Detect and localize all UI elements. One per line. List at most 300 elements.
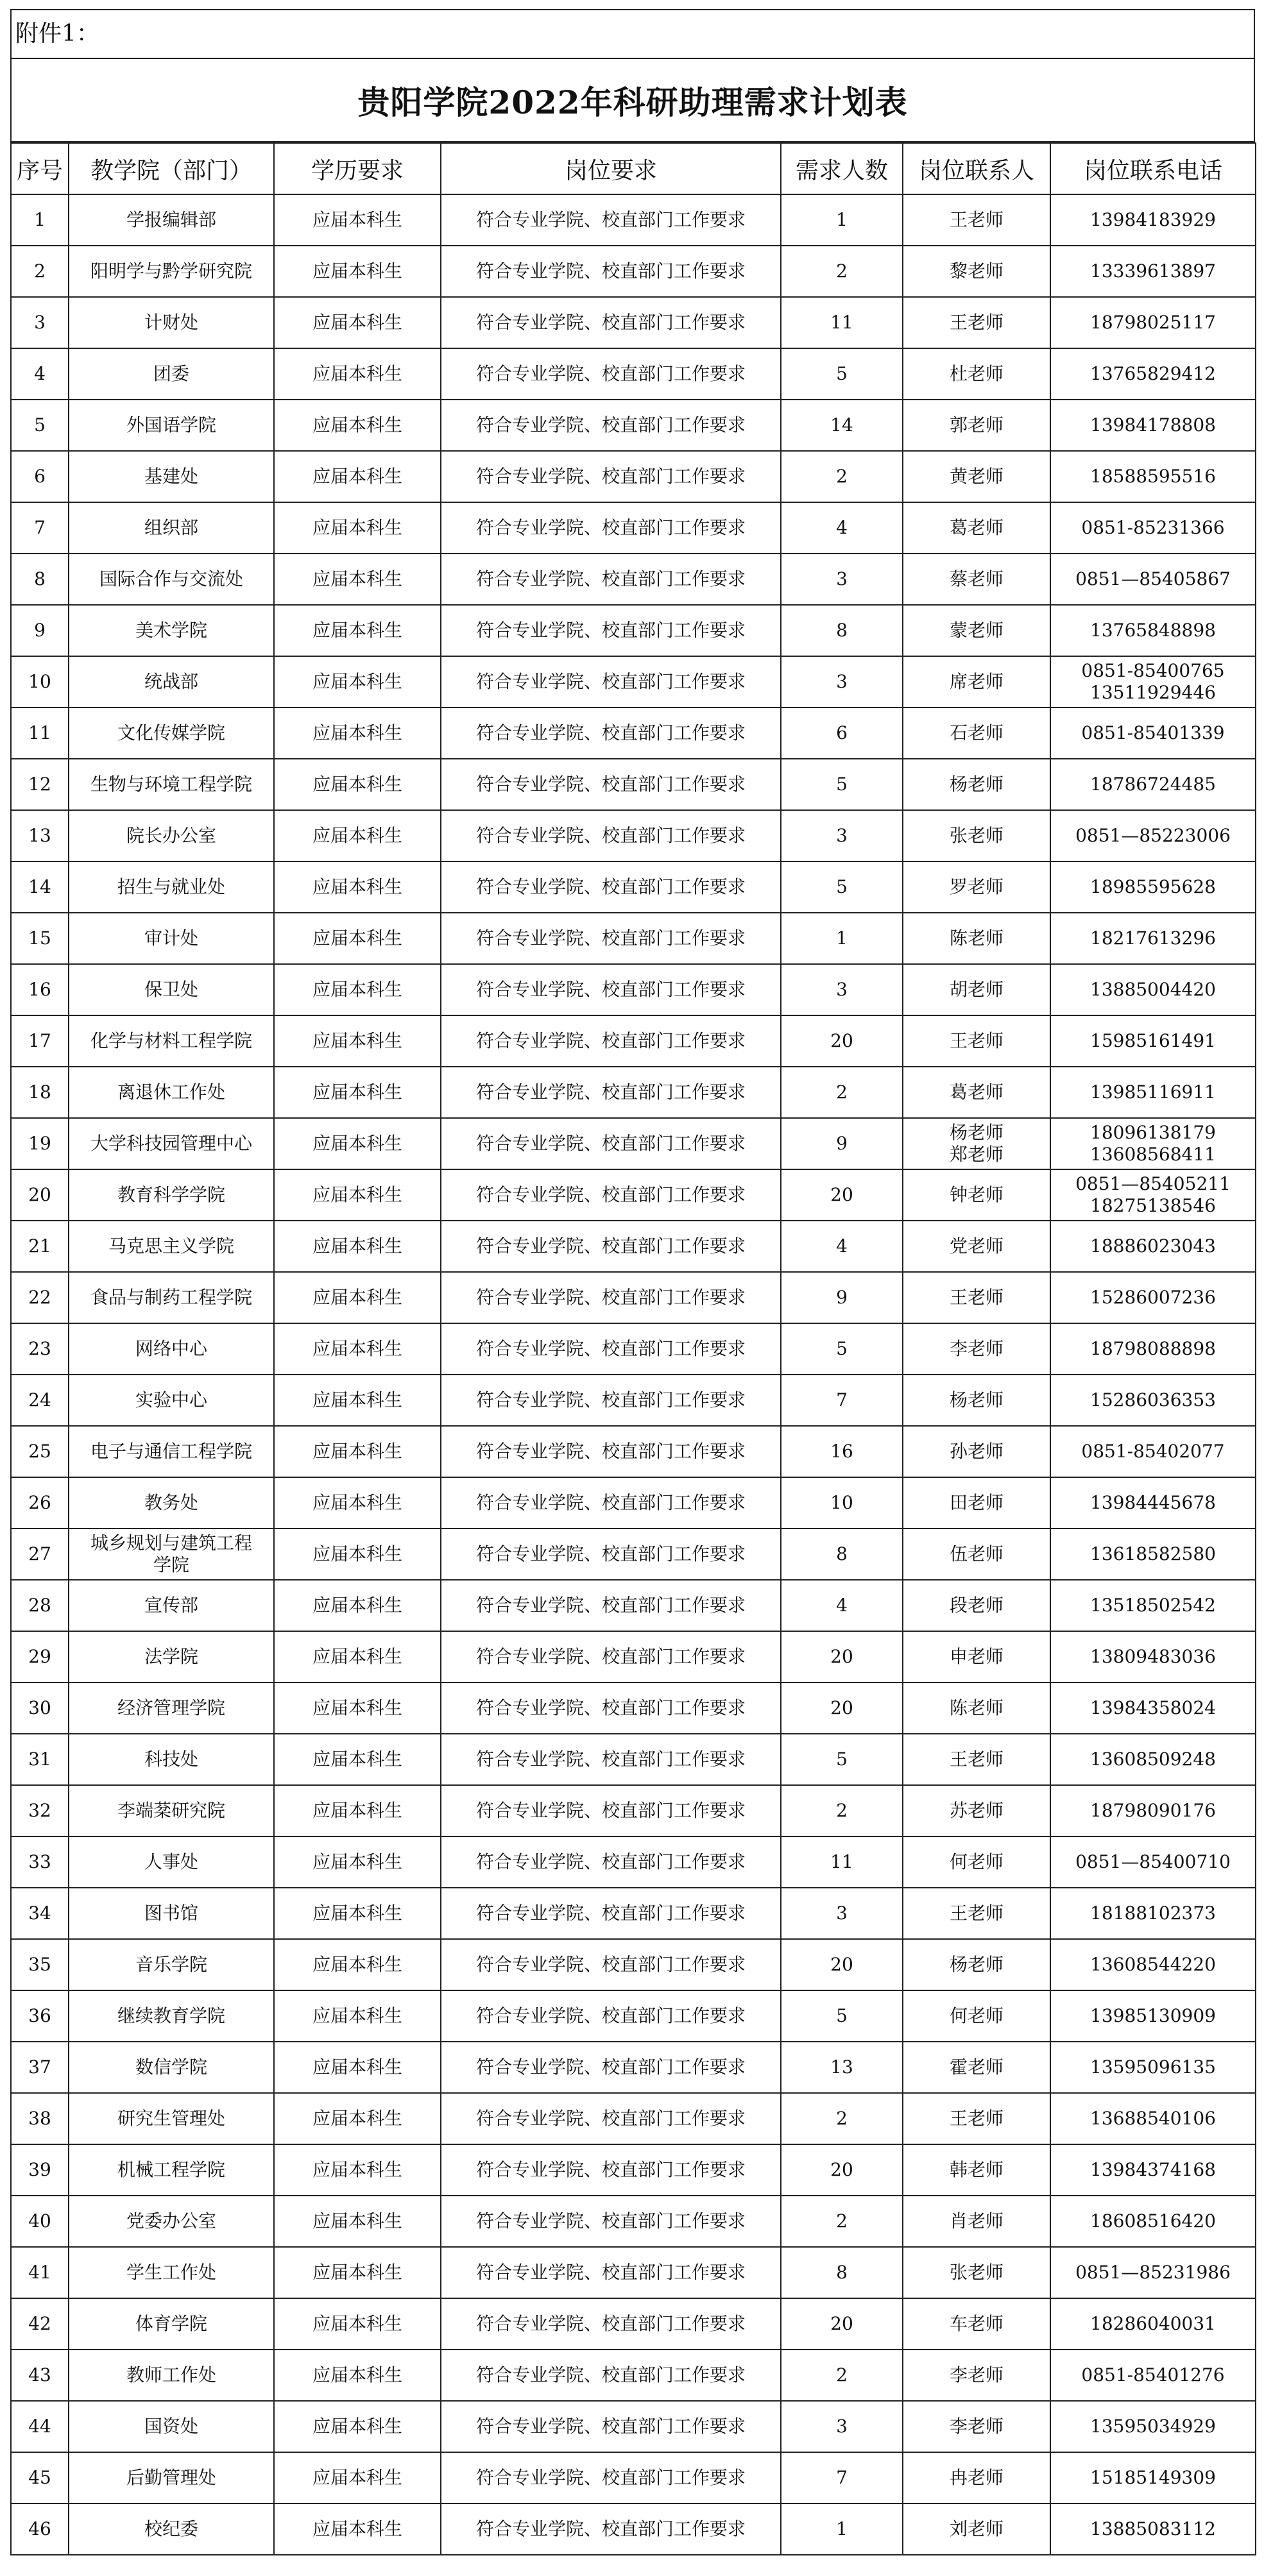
dept-cell: 院长办公室 — [69, 810, 274, 861]
row-number: 7 — [11, 502, 69, 554]
row-number: 41 — [11, 2247, 69, 2298]
header-dept: 教学院（部门） — [69, 143, 274, 194]
education-cell: 应届本科生 — [274, 246, 441, 297]
table-row — [11, 964, 1256, 1015]
table-row — [11, 1682, 1256, 1734]
table-row — [11, 348, 1256, 400]
phone-cell: 13809483036 — [1050, 1631, 1256, 1682]
phone-cell: 15286007236 — [1050, 1272, 1256, 1323]
contact-cell: 黎老师 — [903, 246, 1050, 297]
count-cell: 3 — [781, 964, 903, 1015]
education-cell: 应届本科生 — [274, 810, 441, 861]
contact-cell: 王老师 — [903, 1272, 1050, 1323]
contact-cell: 李老师 — [903, 2350, 1050, 2401]
requirement-cell: 符合专业学院、校直部门工作要求 — [441, 1529, 781, 1580]
contact-cell: 杜老师 — [903, 348, 1050, 400]
row-number: 5 — [11, 400, 69, 451]
education-cell: 应届本科生 — [274, 1939, 441, 1990]
table-row — [11, 759, 1256, 810]
dept-cell: 教育科学学院 — [69, 1169, 274, 1221]
row-number: 35 — [11, 1939, 69, 1990]
row-number: 42 — [11, 2298, 69, 2350]
education-cell: 应届本科生 — [274, 1426, 441, 1477]
row-number: 22 — [11, 1272, 69, 1323]
phone-cell: 0851-85231366 — [1050, 502, 1256, 554]
table-row — [11, 1067, 1256, 1118]
education-cell: 应届本科生 — [274, 2401, 441, 2452]
contact-cell: 孙老师 — [903, 1426, 1050, 1477]
contact-cell: 王老师 — [903, 1015, 1050, 1067]
phone-cell-line-1: 0851—85405211 — [1075, 1173, 1231, 1194]
phone-cell-line-2: 13608568411 — [1090, 1144, 1216, 1165]
row-number: 6 — [11, 451, 69, 502]
education-cell: 应届本科生 — [274, 1221, 441, 1272]
education-cell: 应届本科生 — [274, 2247, 441, 2298]
contact-cell-line-2: 郑老师 — [949, 1144, 1004, 1165]
education-cell: 应届本科生 — [274, 1015, 441, 1067]
row-number: 43 — [11, 2350, 69, 2401]
row-number: 10 — [11, 656, 69, 708]
table-row — [11, 656, 1256, 708]
count-cell: 5 — [781, 348, 903, 400]
phone-cell: 13885004420 — [1050, 964, 1256, 1015]
table-row — [11, 1221, 1256, 1272]
phone-cell: 18786724485 — [1050, 759, 1256, 810]
contact-cell: 石老师 — [903, 708, 1050, 759]
requirement-cell: 符合专业学院、校直部门工作要求 — [441, 2401, 781, 2452]
count-cell: 5 — [781, 861, 903, 913]
header-contact: 岗位联系人 — [903, 143, 1050, 194]
count-cell: 7 — [781, 2452, 903, 2504]
count-cell: 3 — [781, 2401, 903, 2452]
education-cell: 应届本科生 — [274, 605, 441, 656]
phone-cell: 18286040031 — [1050, 2298, 1256, 2350]
dept-cell: 网络中心 — [69, 1323, 274, 1375]
contact-cell: 王老师 — [903, 297, 1050, 348]
contact-cell: 肖老师 — [903, 2196, 1050, 2247]
phone-cell: 13595096135 — [1050, 2042, 1256, 2093]
dept-cell: 宣传部 — [69, 1580, 274, 1631]
phone-cell: 18798088898 — [1050, 1323, 1256, 1375]
contact-cell: 韩老师 — [903, 2144, 1050, 2196]
phone-cell: 0851—85223006 — [1050, 810, 1256, 861]
education-cell: 应届本科生 — [274, 759, 441, 810]
phone-cell: 18798090176 — [1050, 1785, 1256, 1836]
contact-cell: 黄老师 — [903, 451, 1050, 502]
phone-cell: 13518502542 — [1050, 1580, 1256, 1631]
education-cell: 应届本科生 — [274, 1682, 441, 1734]
table-row — [11, 708, 1256, 759]
requirement-cell: 符合专业学院、校直部门工作要求 — [441, 1067, 781, 1118]
education-cell: 应届本科生 — [274, 708, 441, 759]
requirement-cell: 符合专业学院、校直部门工作要求 — [441, 2504, 781, 2555]
count-cell: 20 — [781, 1631, 903, 1682]
dept-cell: 学生工作处 — [69, 2247, 274, 2298]
table-row — [11, 2298, 1256, 2350]
phone-cell: 13885083112 — [1050, 2504, 1256, 2555]
requirement-cell: 符合专业学院、校直部门工作要求 — [441, 2247, 781, 2298]
education-cell: 应届本科生 — [274, 1580, 441, 1631]
requirement-cell: 符合专业学院、校直部门工作要求 — [441, 1734, 781, 1785]
row-number: 28 — [11, 1580, 69, 1631]
row-number: 8 — [11, 554, 69, 605]
contact-cell: 田老师 — [903, 1477, 1050, 1529]
requirement-cell: 符合专业学院、校直部门工作要求 — [441, 297, 781, 348]
count-cell: 7 — [781, 1375, 903, 1426]
row-number: 46 — [11, 2504, 69, 2555]
dept-cell: 科技处 — [69, 1734, 274, 1785]
dept-cell: 马克思主义学院 — [69, 1221, 274, 1272]
dept-cell: 体育学院 — [69, 2298, 274, 2350]
contact-cell: 蒙老师 — [903, 605, 1050, 656]
requirement-cell: 符合专业学院、校直部门工作要求 — [441, 861, 781, 913]
phone-cell: 13984445678 — [1050, 1477, 1256, 1529]
education-cell: 应届本科生 — [274, 1323, 441, 1375]
count-cell: 11 — [781, 1836, 903, 1888]
requirement-cell: 符合专业学院、校直部门工作要求 — [441, 708, 781, 759]
count-cell: 3 — [781, 554, 903, 605]
contact-cell: 张老师 — [903, 2247, 1050, 2298]
table-row — [11, 2247, 1256, 2298]
education-cell: 应届本科生 — [274, 964, 441, 1015]
requirement-cell: 符合专业学院、校直部门工作要求 — [441, 246, 781, 297]
dept-cell: 法学院 — [69, 1631, 274, 1682]
contact-cell: 杨老师 — [903, 759, 1050, 810]
requirement-cell: 符合专业学院、校直部门工作要求 — [441, 502, 781, 554]
contact-cell: 申老师 — [903, 1631, 1050, 1682]
contact-cell: 蔡老师 — [903, 554, 1050, 605]
table-row — [11, 1836, 1256, 1888]
table-row — [11, 1375, 1256, 1426]
education-cell: 应届本科生 — [274, 1375, 441, 1426]
phone-cell: 18985595628 — [1050, 861, 1256, 913]
phone-cell: 13765848898 — [1050, 605, 1256, 656]
table-row — [11, 1888, 1256, 1939]
contact-cell: 何老师 — [903, 1990, 1050, 2042]
table-row — [11, 2042, 1256, 2093]
contact-cell: 钟老师 — [903, 1169, 1050, 1221]
count-cell: 2 — [781, 246, 903, 297]
requirement-cell: 符合专业学院、校直部门工作要求 — [441, 2350, 781, 2401]
contact-cell: 伍老师 — [903, 1529, 1050, 1580]
education-cell: 应届本科生 — [274, 1067, 441, 1118]
count-cell: 20 — [781, 2144, 903, 2196]
row-number: 17 — [11, 1015, 69, 1067]
dept-cell: 基建处 — [69, 451, 274, 502]
count-cell: 2 — [781, 2196, 903, 2247]
education-cell: 应届本科生 — [274, 194, 441, 246]
row-number: 24 — [11, 1375, 69, 1426]
row-number: 15 — [11, 913, 69, 964]
dept-cell: 大学科技园管理中心 — [69, 1118, 274, 1169]
phone-cell-line-1: 18096138179 — [1090, 1122, 1216, 1143]
table-row — [11, 1734, 1256, 1785]
phone-cell: 13765829412 — [1050, 348, 1256, 400]
contact-cell: 郭老师 — [903, 400, 1050, 451]
dept-cell: 外国语学院 — [69, 400, 274, 451]
table-row — [11, 1529, 1256, 1580]
title-row — [10, 59, 1255, 142]
count-cell: 5 — [781, 1734, 903, 1785]
dept-cell: 实验中心 — [69, 1375, 274, 1426]
row-number: 34 — [11, 1888, 69, 1939]
contact-cell: 车老师 — [903, 2298, 1050, 2350]
education-cell: 应届本科生 — [274, 913, 441, 964]
requirement-cell: 符合专业学院、校直部门工作要求 — [441, 2196, 781, 2247]
education-cell: 应届本科生 — [274, 400, 441, 451]
requirement-cell: 符合专业学院、校直部门工作要求 — [441, 1631, 781, 1682]
count-cell: 20 — [781, 2298, 903, 2350]
contact-cell: 席老师 — [903, 656, 1050, 708]
count-cell: 20 — [781, 1682, 903, 1734]
row-number: 23 — [11, 1323, 69, 1375]
count-cell: 4 — [781, 502, 903, 554]
dept-cell: 经济管理学院 — [69, 1682, 274, 1734]
dept-cell: 食品与制药工程学院 — [69, 1272, 274, 1323]
education-cell: 应届本科生 — [274, 2350, 441, 2401]
table-row — [11, 1990, 1256, 2042]
table-row — [11, 451, 1256, 502]
education-cell: 应届本科生 — [274, 2093, 441, 2144]
dept-cell: 继续教育学院 — [69, 1990, 274, 2042]
table-row — [11, 913, 1256, 964]
table-row — [11, 400, 1256, 451]
requirement-cell: 符合专业学院、校直部门工作要求 — [441, 1323, 781, 1375]
contact-cell: 张老师 — [903, 810, 1050, 861]
requirement-cell: 符合专业学院、校直部门工作要求 — [441, 2042, 781, 2093]
requirement-cell: 符合专业学院、校直部门工作要求 — [441, 1169, 781, 1221]
contact-cell: 陈老师 — [903, 1682, 1050, 1734]
requirement-cell: 符合专业学院、校直部门工作要求 — [441, 1015, 781, 1067]
education-cell: 应届本科生 — [274, 2144, 441, 2196]
row-number: 21 — [11, 1221, 69, 1272]
contact-cell — [903, 1118, 1050, 1169]
phone-cell: 18217613296 — [1050, 913, 1256, 964]
contact-cell: 霍老师 — [903, 2042, 1050, 2093]
count-cell: 3 — [781, 1888, 903, 1939]
dept-cell: 教师工作处 — [69, 2350, 274, 2401]
phone-cell-line-1: 0851-85400765 — [1081, 660, 1225, 681]
requirement-cell: 符合专业学院、校直部门工作要求 — [441, 2452, 781, 2504]
education-cell: 应届本科生 — [274, 502, 441, 554]
phone-cell: 0851—85231986 — [1050, 2247, 1256, 2298]
contact-cell: 胡老师 — [903, 964, 1050, 1015]
row-number: 27 — [11, 1529, 69, 1580]
dept-cell: 李端棻研究院 — [69, 1785, 274, 1836]
education-cell: 应届本科生 — [274, 2452, 441, 2504]
phone-cell: 13608544220 — [1050, 1939, 1256, 1990]
education-cell: 应届本科生 — [274, 2042, 441, 2093]
dept-cell: 国资处 — [69, 2401, 274, 2452]
requirement-cell: 符合专业学院、校直部门工作要求 — [441, 759, 781, 810]
education-cell: 应届本科生 — [274, 2196, 441, 2247]
phone-cell: 13595034929 — [1050, 2401, 1256, 2452]
dept-cell: 生物与环境工程学院 — [69, 759, 274, 810]
phone-cell: 18588595516 — [1050, 451, 1256, 502]
dept-cell: 国际合作与交流处 — [69, 554, 274, 605]
phone-cell: 0851-85401276 — [1050, 2350, 1256, 2401]
dept-cell: 学报编辑部 — [69, 194, 274, 246]
table-row — [11, 2093, 1256, 2144]
phone-cell: 13618582580 — [1050, 1529, 1256, 1580]
header-edu: 学历要求 — [274, 143, 441, 194]
table-row — [11, 1426, 1256, 1477]
phone-cell — [1050, 1169, 1256, 1221]
dept-cell: 统战部 — [69, 656, 274, 708]
education-cell: 应届本科生 — [274, 1272, 441, 1323]
row-number: 45 — [11, 2452, 69, 2504]
count-cell: 1 — [781, 2504, 903, 2555]
contact-cell: 段老师 — [903, 1580, 1050, 1631]
attachment-label: 附件1： — [10, 9, 1255, 59]
dept-cell: 保卫处 — [69, 964, 274, 1015]
row-number: 32 — [11, 1785, 69, 1836]
phone-cell: 0851-85402077 — [1050, 1426, 1256, 1477]
contact-cell: 王老师 — [903, 1888, 1050, 1939]
table-row — [11, 2504, 1256, 2555]
requirement-cell: 符合专业学院、校直部门工作要求 — [441, 913, 781, 964]
row-number: 39 — [11, 2144, 69, 2196]
phone-cell: 18188102373 — [1050, 1888, 1256, 1939]
contact-cell: 王老师 — [903, 1734, 1050, 1785]
requirement-cell: 符合专业学院、校直部门工作要求 — [441, 1221, 781, 1272]
requirement-cell: 符合专业学院、校直部门工作要求 — [441, 1939, 781, 1990]
requirement-cell: 符合专业学院、校直部门工作要求 — [441, 348, 781, 400]
dept-cell: 党委办公室 — [69, 2196, 274, 2247]
table-row — [11, 861, 1256, 913]
count-cell: 3 — [781, 656, 903, 708]
dept-cell: 审计处 — [69, 913, 274, 964]
count-cell: 5 — [781, 1323, 903, 1375]
phone-cell: 13688540106 — [1050, 2093, 1256, 2144]
row-number: 9 — [11, 605, 69, 656]
phone-cell: 13608509248 — [1050, 1734, 1256, 1785]
count-cell: 1 — [781, 913, 903, 964]
row-number: 16 — [11, 964, 69, 1015]
row-number: 12 — [11, 759, 69, 810]
education-cell: 应届本科生 — [274, 1734, 441, 1785]
count-cell: 2 — [781, 1785, 903, 1836]
row-number: 36 — [11, 1990, 69, 2042]
dept-cell: 人事处 — [69, 1836, 274, 1888]
count-cell: 20 — [781, 1015, 903, 1067]
contact-cell: 党老师 — [903, 1221, 1050, 1272]
table-row — [11, 1785, 1256, 1836]
table-row — [11, 1272, 1256, 1323]
education-cell: 应届本科生 — [274, 2504, 441, 2555]
education-cell: 应届本科生 — [274, 1785, 441, 1836]
phone-cell: 15185149309 — [1050, 2452, 1256, 2504]
requirement-cell: 符合专业学院、校直部门工作要求 — [441, 2144, 781, 2196]
education-cell: 应届本科生 — [274, 297, 441, 348]
requirement-cell: 符合专业学院、校直部门工作要求 — [441, 1477, 781, 1529]
count-cell: 8 — [781, 2247, 903, 2298]
phone-cell: 13985130909 — [1050, 1990, 1256, 2042]
education-cell: 应届本科生 — [274, 1990, 441, 2042]
requirement-cell: 符合专业学院、校直部门工作要求 — [441, 1580, 781, 1631]
count-cell: 8 — [781, 605, 903, 656]
table-row — [11, 2401, 1256, 2452]
header-no: 序号 — [11, 143, 69, 194]
requirement-cell: 符合专业学院、校直部门工作要求 — [441, 656, 781, 708]
contact-cell: 葛老师 — [903, 1067, 1050, 1118]
phone-cell: 0851—85400710 — [1050, 1836, 1256, 1888]
table-row — [11, 1631, 1256, 1682]
phone-cell: 15985161491 — [1050, 1015, 1256, 1067]
education-cell: 应届本科生 — [274, 1169, 441, 1221]
education-cell: 应届本科生 — [274, 1836, 441, 1888]
count-cell: 5 — [781, 759, 903, 810]
phone-cell: 13984183929 — [1050, 194, 1256, 246]
contact-cell: 何老师 — [903, 1836, 1050, 1888]
phone-cell: 18608516420 — [1050, 2196, 1256, 2247]
dept-cell: 后勤管理处 — [69, 2452, 274, 2504]
row-number: 11 — [11, 708, 69, 759]
table-row — [11, 2452, 1256, 2504]
requirement-cell: 符合专业学院、校直部门工作要求 — [441, 2298, 781, 2350]
requirement-cell: 符合专业学院、校直部门工作要求 — [441, 1888, 781, 1939]
row-number: 2 — [11, 246, 69, 297]
table-row — [11, 502, 1256, 554]
count-cell: 16 — [781, 1426, 903, 1477]
requirement-cell: 符合专业学院、校直部门工作要求 — [441, 1375, 781, 1426]
dept-cell: 校纪委 — [69, 2504, 274, 2555]
row-number: 4 — [11, 348, 69, 400]
dept-cell: 化学与材料工程学院 — [69, 1015, 274, 1067]
row-number: 3 — [11, 297, 69, 348]
requirement-cell: 符合专业学院、校直部门工作要求 — [441, 810, 781, 861]
requirement-cell: 符合专业学院、校直部门工作要求 — [441, 400, 781, 451]
phone-cell: 13984358024 — [1050, 1682, 1256, 1734]
table-row — [11, 246, 1256, 297]
count-cell: 9 — [781, 1118, 903, 1169]
count-cell: 3 — [781, 810, 903, 861]
contact-cell: 罗老师 — [903, 861, 1050, 913]
count-cell: 9 — [781, 1272, 903, 1323]
table-row — [11, 194, 1256, 246]
count-cell: 5 — [781, 1990, 903, 2042]
requirement-cell: 符合专业学院、校直部门工作要求 — [441, 1426, 781, 1477]
requirement-cell: 符合专业学院、校直部门工作要求 — [441, 2093, 781, 2144]
dept-cell — [69, 1529, 274, 1580]
count-cell: 8 — [781, 1529, 903, 1580]
table-row — [11, 2196, 1256, 2247]
page-title: 贵阳学院2022年科研助理需求计划表 — [357, 83, 908, 121]
row-number: 1 — [11, 194, 69, 246]
contact-cell: 刘老师 — [903, 2504, 1050, 2555]
table-header-row — [11, 143, 1256, 194]
row-number: 25 — [11, 1426, 69, 1477]
table-row — [11, 1939, 1256, 1990]
row-number: 18 — [11, 1067, 69, 1118]
table-row — [11, 810, 1256, 861]
count-cell: 13 — [781, 2042, 903, 2093]
document-sheet — [10, 9, 1255, 2555]
count-cell: 11 — [781, 297, 903, 348]
row-number: 14 — [11, 861, 69, 913]
education-cell: 应届本科生 — [274, 1118, 441, 1169]
row-number: 26 — [11, 1477, 69, 1529]
phone-cell-line-2: 13511929446 — [1090, 682, 1216, 703]
education-cell: 应届本科生 — [274, 656, 441, 708]
education-cell: 应届本科生 — [274, 348, 441, 400]
count-cell: 10 — [781, 1477, 903, 1529]
count-cell: 2 — [781, 2350, 903, 2401]
contact-cell: 陈老师 — [903, 913, 1050, 964]
phone-cell: 18886023043 — [1050, 1221, 1256, 1272]
table-row — [11, 2144, 1256, 2196]
table-row — [11, 297, 1256, 348]
